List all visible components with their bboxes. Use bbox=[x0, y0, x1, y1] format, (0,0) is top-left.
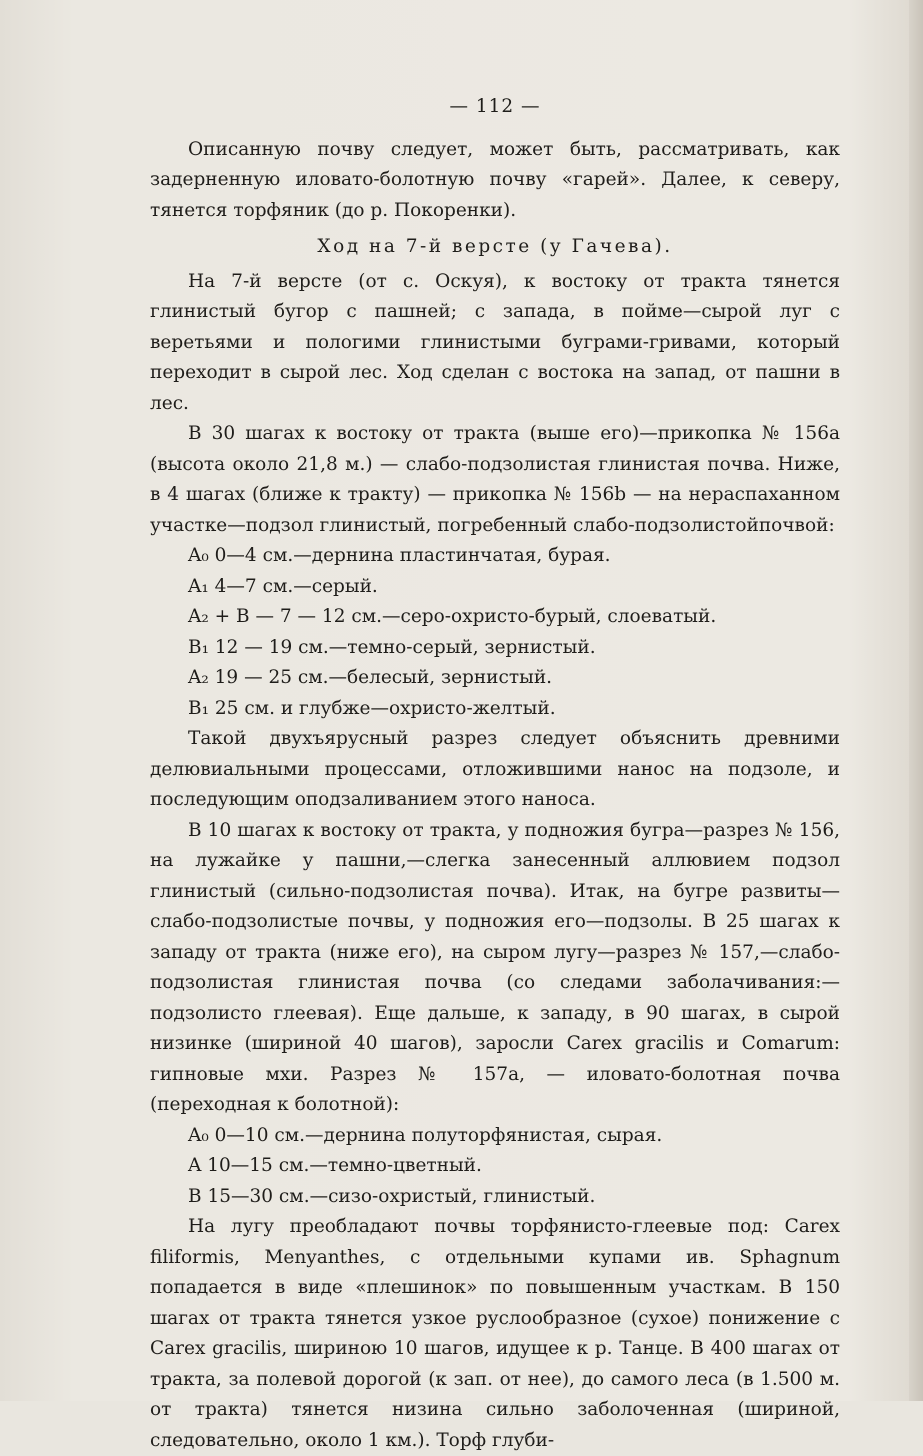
section-heading: Ход на 7-й версте (у Гачева). bbox=[317, 236, 673, 257]
paragraph-4: В 10 шагах к востоку от тракта, у подножия бугра—разрез № 156, на лужайке у пашни,—слегка занесенный аллювием подзол глинистый (сильно-подзолистая почва). Итак, на бугре развиты—слабо-подзолистые почвы, у подножия его—подзолы. В 25 шагах к западу от тракта (ниже его), на сыром лугу—разрез № 157,—слабо-подзолистая глинистая почва (со следами заболачивания:—подзолисто глеевая). Еще дальше, к западу, в 90 шагах, в сырой низинке (шириной 40 шагов), заросли Carex gracilis и Comarum: гипновые мхи. Разрез № 157a, — иловато-болотная почва (переходная к болотной): bbox=[150, 819, 840, 1115]
intro-paragraph: Описанную почву следует, может быть, рассматривать, как задерненную иловато-болотную почву «гарей». Далее, к северу, тянется торфяник (до р. Покоренки). bbox=[150, 138, 840, 221]
horizon-line: A₀ 0—4 см.—дернина пластинчатая, бурая. bbox=[188, 545, 611, 566]
horizon-list-1 bbox=[150, 541, 840, 724]
horizon-line: B₁ 12 — 19 см.—темно-серый, зернистый. bbox=[188, 636, 596, 658]
horizon-line: A₀ 0—10 см.—дернина полуторфянистая, сырая. bbox=[188, 1124, 663, 1146]
page-number: — 112 — bbox=[449, 96, 541, 117]
page-body bbox=[150, 92, 840, 1456]
horizon-line: A₂ + B — 7 — 12 см.—серо-охристо-бурый, слоеватый. bbox=[188, 606, 717, 627]
paragraph-2: В 30 шагах к востоку от тракта (выше его)—прикопка № 156a (высота около 21,8 м.) — слабо-подзолистая глинистая почва. Ниже, в 4 шагах (ближе к тракту) — прикопка № 156b — на нераспаханном участке—подзол глинистый, погребенный слабо-подзолистойпочвой: bbox=[150, 423, 840, 536]
horizon-line: A 10—15 см.—темно-цветный. bbox=[188, 1155, 482, 1176]
horizon-line: A₁ 4—7 см.—серый. bbox=[188, 575, 378, 597]
page-edge bbox=[909, 0, 923, 1401]
horizon-line: B 15—30 см.—сизо-охристый, глинистый. bbox=[188, 1185, 596, 1207]
horizon-list-2 bbox=[150, 1121, 840, 1213]
paragraph-3: Такой двухъярусный разрез следует объяснить древними делювиальными процессами, отложившими нанос на подзоле, и последующим оподзаливанием этого наноса. bbox=[150, 728, 840, 810]
paragraph-1: На 7-й версте (от с. Оскуя), к востоку от тракта тянется глинистый бугор с пашней; с запада, в пойме—сырой луг с веретьями и пологими глинистыми буграми-гривами, который переходит в сырой лес. Ход сделан с востока на запад, от пашни в лес. bbox=[150, 270, 840, 414]
horizon-line: B₁ 25 см. и глубже—охристо-желтый. bbox=[188, 697, 556, 719]
paragraph-5: На лугу преобладают почвы торфянисто-глеевые под: Carex filiformis, Menyanthes, с отдельными купами ив. Sphagnum попадается в виде «плешинок» по повышенным участкам. В 150 шагах от тракта тянется узкое руслообразное (сухое) понижение с Carex gracilis, шириною 10 шагов, идущее к р. Танце. В 400 шагах от тракта, за полевой дорогой (к зап. от нее), до самого леса (в 1.500 м. от тракта) тянется низина сильно заболоченная (шириной, следовательно, около 1 км.). Торф глуби- bbox=[150, 1216, 840, 1451]
horizon-line: A₂ 19 — 25 см.—белесый, зернистый. bbox=[188, 667, 553, 688]
